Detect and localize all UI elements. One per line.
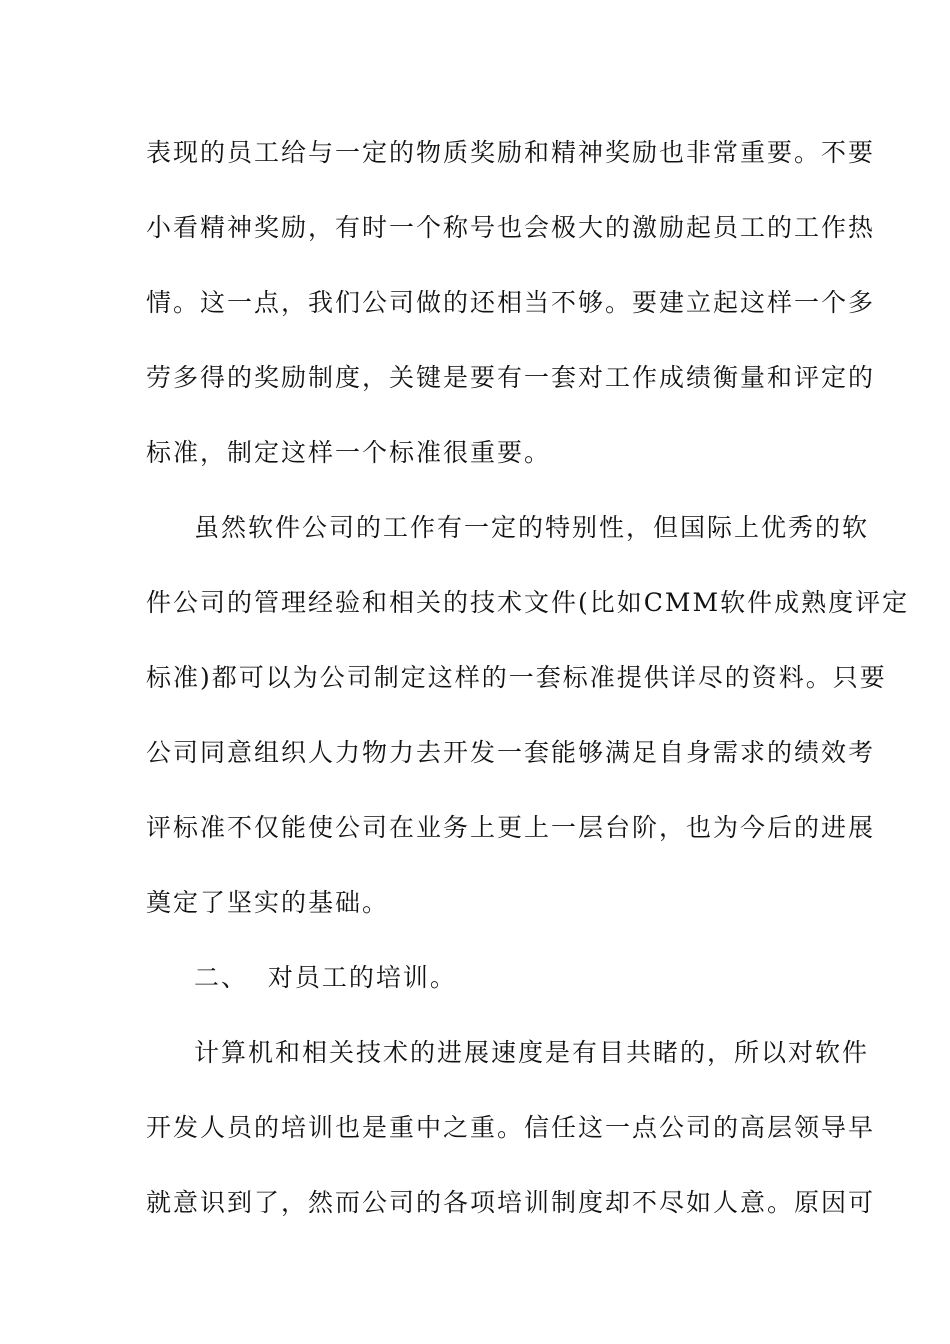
text-line: 表现的员工给与一定的物质奖励和精神奖励也非常重要。不要 — [146, 138, 876, 167]
text-line: 件公司的管理经验和相关的技术文件(比如CMM软件成熟度评定 — [146, 588, 910, 617]
text-line: 标准，制定这样一个标准很重要。 — [146, 438, 552, 467]
text-line: 奠定了坚实的基础。 — [146, 888, 390, 917]
text-line: 就意识到了，然而公司的各项培训制度却不尽如人意。原因可 — [146, 1188, 876, 1217]
text-line: 开发人员的培训也是重中之重。信任这一点公司的高层领导早 — [146, 1113, 876, 1142]
text-line: 情。这一点，我们公司做的还相当不够。要建立起这样一个多 — [146, 288, 876, 317]
text-line: 小看精神奖励，有时一个称号也会极大的激励起员工的工作热 — [146, 213, 876, 242]
text-line: 公司同意组织人力物力去开发一套能够满足自身需求的绩效考 — [146, 738, 876, 767]
paragraph-first-line: 计算机和相关技术的进展速度是有目共睹的，所以对软件 — [194, 1038, 870, 1067]
paragraph-first-line: 虽然软件公司的工作有一定的特别性，但国际上优秀的软 — [194, 513, 870, 542]
section-heading: 二、 对员工的培训。 — [194, 963, 457, 992]
text-line: 评标准不仅能使公司在业务上更上一层台阶，也为今后的进展 — [146, 813, 876, 842]
text-line: 劳多得的奖励制度，关键是要有一套对工作成绩衡量和评定的 — [146, 363, 876, 392]
text-line: 标准)都可以为公司制定这样的一套标准提供详尽的资料。只要 — [146, 663, 887, 692]
